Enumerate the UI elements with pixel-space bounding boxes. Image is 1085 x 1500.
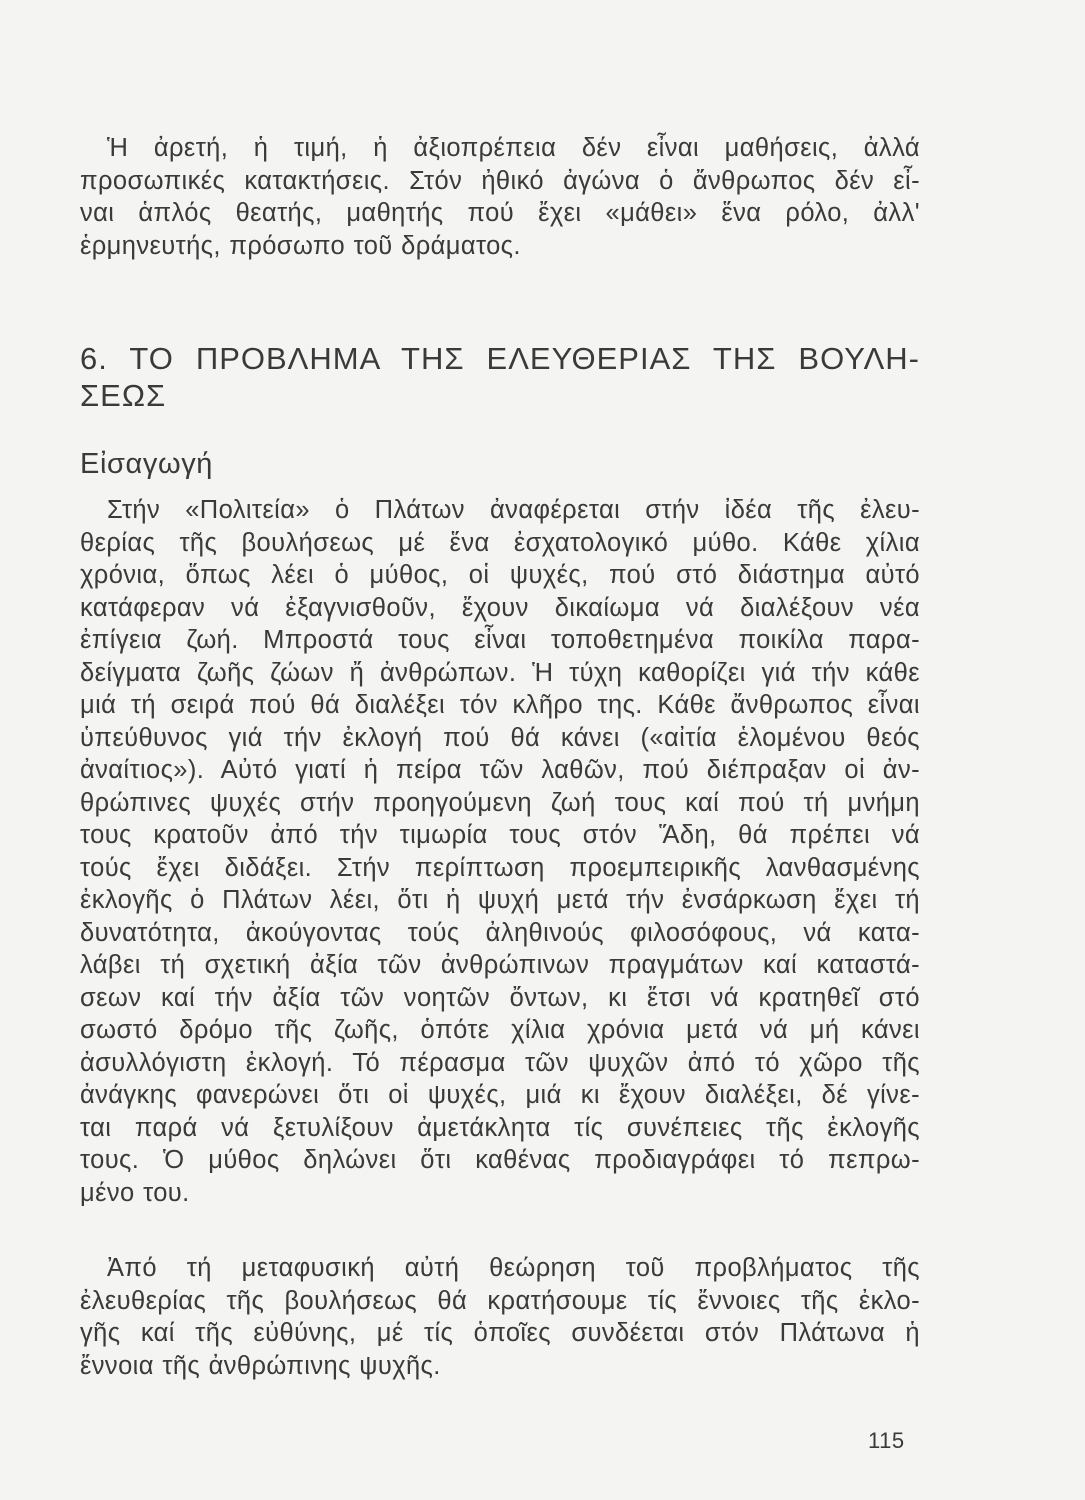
text-line: θρώπινες ψυχές στήν προηγούμενη ζωή τους καί πού τή μνήμη — [80, 788, 920, 817]
chapter-title-line: ΣΕΩΣ — [80, 378, 167, 413]
text-line: μένο του. — [80, 1178, 190, 1207]
text-line: χρόνια, ὅπως λέει ὁ μύθος, οἱ ψυχές, πού στό διάστημα αὐτό — [80, 561, 920, 589]
text-line: τους. Ὁ μύθος δηλώνει ὅτι καθένας προδιαγράφει τό πεπρω- — [80, 1146, 920, 1174]
text-line: σωστό δρόμο τῆς ζωῆς, ὁπότε χίλια χρόνια μετά νά μή κάνει — [80, 1016, 920, 1044]
text-line: ναι ἁπλός θεατής, μαθητής πού ἔχει «μάθει» ἕνα ρόλο, ἀλλ' — [80, 199, 920, 227]
text-line: ἀναίτιος»). Αὐτό γιατί ἡ πείρα τῶν λαθῶν, πού διέπραξαν οἱ ἀν- — [80, 756, 920, 784]
text-line: ἀνάγκης φανερώνει ὅτι οἱ ψυχές, μιά κι ἔχουν διαλέξει, δέ γίνε- — [80, 1081, 920, 1109]
chapter-title-line: 6. ΤΟ ΠΡΟΒΛΗΜΑ ΤΗΣ ΕΛΕΥΘΕΡΙΑΣ ΤΗΣ ΒΟΥΛΗ- — [80, 341, 920, 376]
text-line: δυνατότητα, ἀκούγοντας τούς ἀληθινούς φιλοσόφους, νά κατα- — [80, 918, 920, 947]
text-line: σεων καί τήν ἀξία τῶν νοητῶν ὄντων, κι ἔτσι νά κρατηθεῖ στό — [80, 983, 920, 1012]
text-line: κατάφεραν νά ἐξαγνισθοῦν, ἔχουν δικαίωμα νά διαλέξουν νέα — [80, 593, 920, 622]
text-line: ται παρά νά ξετυλίξουν ἀμετάκλητα τίς συνέπειες τῆς ἐκλογῆς — [80, 1113, 920, 1142]
text-line: δείγματα ζωῆς ζώων ἤ ἀνθρώπων. Ἡ τύχη καθορίζει γιά τήν κάθε — [80, 658, 920, 687]
text-line: ὑπεύθυνος γιά τήν ἐκλογή πού θά κάνει («αἰτία ἑλομένου θεός — [80, 723, 920, 752]
text-line: Ἀπό τή μεταφυσική αὐτή θεώρηση τοῦ προβλήματος τῆς — [107, 1254, 920, 1282]
chapter-title — [80, 340, 920, 414]
text-line: Ἡ ἀρετή, ἡ τιμή, ἡ ἀξιοπρέπεια δέν εἶναι μαθήσεις, ἀλλά — [107, 134, 920, 162]
body-paragraph — [80, 1252, 920, 1382]
text-line: τους κρατοῦν ἀπό τήν τιμωρία τους στόν Ἅδη, θά πρέπει νά — [80, 821, 920, 849]
text-line: γῆς καί τῆς εὐθύνης, μέ τίς ὁποῖες συνδέεται στόν Πλάτωνα ἡ — [80, 1319, 920, 1347]
body-paragraph — [80, 494, 920, 1209]
text-line: ἐλευθερίας τῆς βουλήσεως θά κρατήσουμε τίς ἔννοιες τῆς ἐκλο- — [80, 1286, 920, 1315]
text-line: ἑρμηνευτής, πρόσωπο τοῦ δράματος. — [80, 231, 521, 260]
intro-paragraph — [80, 132, 920, 262]
text-line: ἐκλογῆς ὁ Πλάτων λέει, ὅτι ἡ ψυχή μετά τήν ἐνσάρκωση ἔχει τή — [80, 886, 920, 914]
text-line: προσωπικές κατακτήσεις. Στόν ἠθικό ἀγώνα ὁ ἄνθρωπος δέν εἶ- — [80, 166, 920, 195]
text-line: ἔννοια τῆς ἀνθρώπινης ψυχῆς. — [80, 1351, 441, 1380]
text-line: Στήν «Πολιτεία» ὁ Πλάτων ἀναφέρεται στήν ἰδέα τῆς ἐλευ- — [107, 496, 920, 524]
text-line: τούς ἔχει διδάξει. Στήν περίπτωση προεμπειρικῆς λανθασμένης — [80, 853, 920, 882]
text-line: μιά τή σειρά πού θά διαλέξει τόν κλῆρο της. Κάθε ἄνθρωπος εἶναι — [80, 691, 920, 719]
text-line: λάβει τή σχετική ἀξία τῶν ἀνθρώπινων πραγμάτων καί καταστά- — [80, 951, 920, 979]
section-heading: Εἰσαγωγή — [80, 448, 214, 480]
page-number: 115 — [868, 1428, 905, 1453]
text-line: θερίας τῆς βουλήσεως μέ ἕνα ἐσχατολογικό μύθο. Κάθε χίλια — [80, 528, 920, 557]
text-line: ἀσυλλόγιστη ἐκλογή. Τό πέρασμα τῶν ψυχῶν ἀπό τό χῶρο τῆς — [80, 1048, 920, 1077]
text-line: ἐπίγεια ζωή. Μπροστά τους εἶναι τοποθετημένα ποικίλα παρα- — [80, 626, 920, 654]
